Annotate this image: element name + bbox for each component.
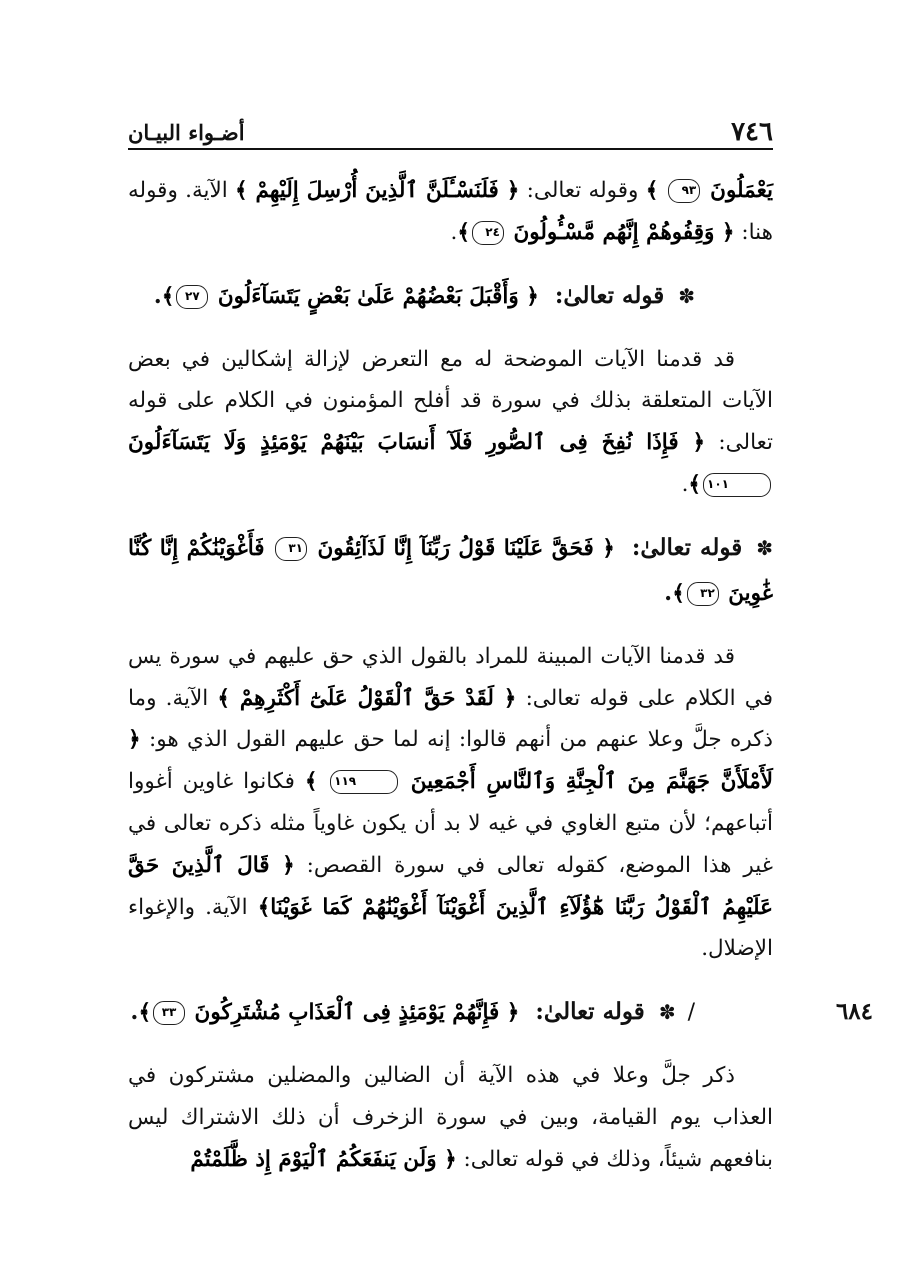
quran-verse: ﴿ وَلَن يَنفَعَكُمُ ٱلْيَوْمَ إِذ ظَّلَمْتُمْ (190, 1146, 457, 1172)
heading-label: قوله تعالىٰ: (631, 533, 743, 561)
section-heading: ✽قوله تعالىٰ: ﴿ فَحَقَّ عَلَيْنَا قَوْلُ رَبِّنَآ إِنَّا لَذَآئِقُونَ ٣١ فَأَغْوَيْنَٰكُمْ إِنَّا كُنَّا غَٰوِينَ ٣٢﴾. (128, 533, 773, 606)
ayah-number-marker: ٩٣ (668, 179, 700, 203)
ayah-number-marker: ٣٣ (153, 1001, 185, 1025)
book-title: أضـواء البيـان (128, 120, 245, 145)
heading-label: قوله تعالىٰ: (554, 281, 665, 309)
ayah-number-marker: ١٠١ (703, 473, 771, 497)
text-segment: وقوله هنا: (128, 178, 773, 245)
text-segment: ذكر جلَّ وعلا في هذه الآية أن الضالين والمضلين مشتركون في العذاب يوم القيامة، وبين في سورة الزخرف أن ذلك الاشتراك ليس بنافعهم شيئاً، وذلك في قوله تعالى: (128, 1063, 773, 1172)
ayah-number-marker: ٢٤ (472, 221, 504, 245)
ayah-number-marker: ٢٧ (176, 285, 208, 309)
quran-verse: ﴿ فَلَنَسْـَٔلَنَّ ٱلَّذِينَ أُرْسِلَ إِلَيْهِمْ ﴾ (235, 178, 520, 203)
text-segment: فكانوا غاوين أغووا أتباعهم؛ لأن متبع الغاوي في غيه لا بد أن يكون غاوياً مثله ذكره تعالى في غير هذا الموضع، كقوله تعالى في سورة القصص: (128, 769, 773, 878)
paragraph-commentary: قد قدمنا الآيات الموضحة له مع التعرض لإزالة إشكالين في بعض الآيات المتعلقة بذلك في سورة قد أفلح المؤمنون في الكلام على قوله تعالى: ﴿ فَإِذَا نُفِخَ فِى ٱلصُّورِ فَلَآ أَنسَابَ بَيْنَهُمْ يَوْمَئِذٍ وَلَا يَتَسَآءَلُونَ ١٠١﴾. (128, 346, 773, 497)
quran-verse: ﴿ لَأَمْلَأَنَّ جَهَنَّمَ مِنَ ٱلْجِنَّةِ وَٱلنَّاسِ أَجْمَعِينَ ١١٩ ﴾ (128, 727, 773, 795)
page-header (128, 112, 773, 150)
heading-label: قوله تعالىٰ: (535, 998, 645, 1026)
asterisk-icon: ✽ (658, 1000, 676, 1025)
paragraph-intro: يَعْمَلُونَ ٩٣ ﴾ وقوله تعالى: ﴿ فَلَنَسْـَٔلَنَّ ٱلَّذِينَ أُرْسِلَ إِلَيْهِمْ ﴾ الآية. وقوله هنا: ﴿ وَقِفُوهُمْ إِنَّهُم مَّسْـُٔولُونَ ٢٤﴾. (128, 178, 773, 245)
text-segment: الآية. وما ذكره جلَّ وعلا عنهم من أنهم قالوا: إنه لما حق عليهم القول الذي هو: (128, 685, 773, 753)
text-segment: الآية. والإغواء الإضلال. (128, 894, 773, 962)
asterisk-icon: ✽ (678, 283, 695, 308)
ayah-number-marker: ٣٢ (687, 582, 719, 606)
section-heading: /✽قوله تعالىٰ: ﴿ فَإِنَّهُمْ يَوْمَئِذٍ فِى ٱلْعَذَابِ مُشْتَرِكُونَ ٣٣﴾. (130, 998, 695, 1026)
text-segment: الآية. (185, 178, 228, 203)
paragraph-commentary (128, 1055, 773, 1180)
text-segment: قد قدمنا الآيات المبينة للمراد بالقول الذي حق عليهم في سورة يس في الكلام على قوله تعالى: (128, 643, 773, 711)
quran-verse: ﴿ فَإِنَّهُمْ يَوْمَئِذٍ فِى ٱلْعَذَابِ مُشْتَرِكُونَ ٣٣﴾ (138, 1000, 520, 1026)
quran-verse: ﴿ قَالَ ٱلَّذِينَ حَقَّ عَلَيْهِمُ ٱلْقَوْلُ رَبَّنَا هَٰٓؤُلَآءِ ٱلَّذِينَ أَغْوَيْنَآ أَغْوَيْنَٰهُمْ كَمَا غَوَيْنَا﴾ (128, 852, 774, 920)
quran-verse: ﴿ فَحَقَّ عَلَيْنَا قَوْلُ رَبِّنَآ إِنَّا لَذَآئِقُونَ ٣١ فَأَغْوَيْنَٰكُمْ إِنَّا كُنَّا غَٰوِينَ ٣٢﴾ (128, 535, 773, 606)
quran-verse: يَعْمَلُونَ ٩٣ ﴾ (645, 178, 773, 203)
section-heading: ✽قوله تعالىٰ: ﴿ وَأَقْبَلَ بَعْضُهُمْ عَلَىٰ بَعْضٍ يَتَسَآءَلُونَ ٢٧﴾. (153, 281, 695, 309)
page-number: ٧٤٦ (731, 117, 773, 147)
quran-verse: ﴿ وَأَقْبَلَ بَعْضُهُمْ عَلَىٰ بَعْضٍ يَتَسَآءَلُونَ ٢٧﴾ (161, 283, 539, 309)
quran-verse: ﴿ لَقَدْ حَقَّ ٱلْقَوْلُ عَلَىٰٓ أَكْثَرِهِمْ ﴾ (217, 685, 517, 711)
page-body (128, 170, 873, 1181)
text-segment: وقوله تعالى: (526, 178, 639, 203)
text-segment: قد قدمنا الآيات الموضحة له مع التعرض لإزالة إشكالين في بعض الآيات المتعلقة بذلك في سورة قد أفلح المؤمنون في الكلام على قوله تعالى: (128, 346, 773, 456)
margin-page-reference: ٦٨٤ (835, 998, 873, 1026)
ayah-number-marker: ١١٩ (330, 770, 398, 794)
page-break-marker: / (687, 1000, 695, 1026)
paragraph-commentary (128, 636, 773, 970)
asterisk-icon: ✽ (756, 535, 773, 560)
quran-verse: ﴿ فَإِذَا نُفِخَ فِى ٱلصُّورِ فَلَآ أَنسَابَ بَيْنَهُمْ يَوْمَئِذٍ وَلَا يَتَسَآءَلُونَ ١٠١﴾ (128, 430, 773, 497)
ayah-number-marker: ٣١ (275, 537, 307, 561)
quran-verse: ﴿ وَقِفُوهُمْ إِنَّهُم مَّسْـُٔولُونَ ٢٤﴾ (457, 219, 735, 245)
section-heading-row (128, 990, 873, 1035)
